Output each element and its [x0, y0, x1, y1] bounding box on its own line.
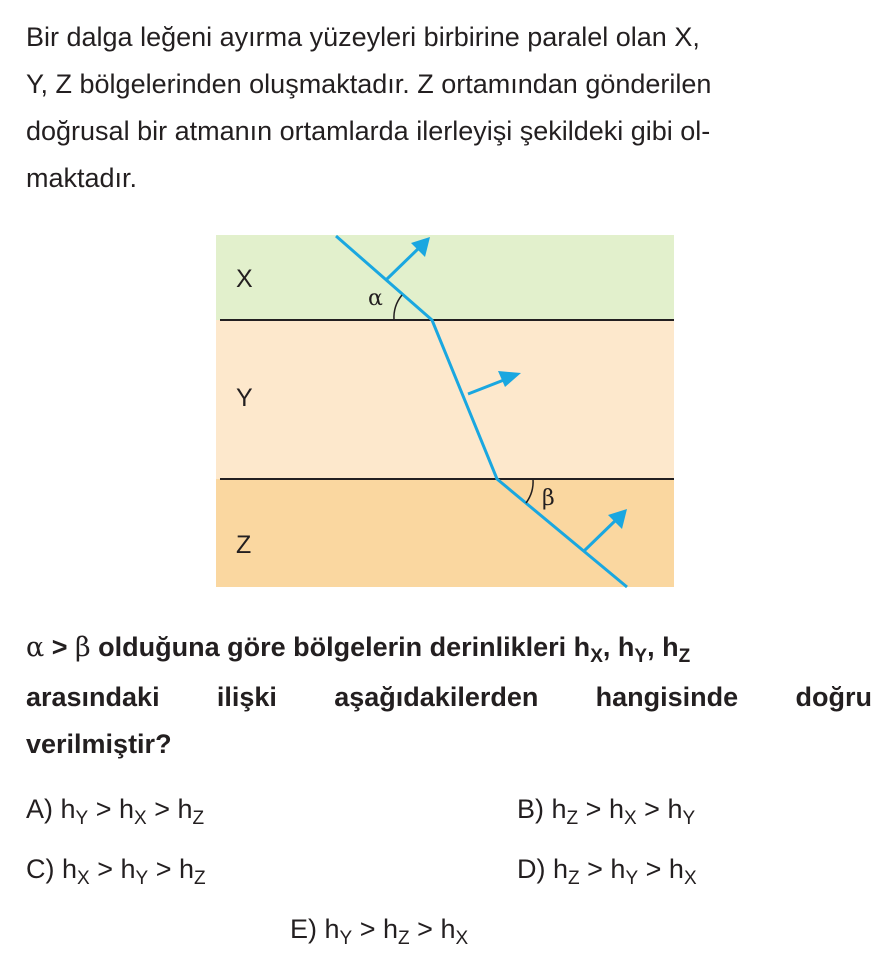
comparison-symbol: > [636, 794, 668, 824]
question-word: hangisinde [595, 682, 739, 712]
option-letter: C) [26, 854, 62, 884]
depth-symbol: h [551, 794, 567, 824]
depth-subscript: X [683, 868, 697, 889]
depth-subscript: X [134, 808, 147, 829]
comparison-symbol: > [352, 914, 384, 944]
intro-line: doğrusal bir atmanın ortamlarda ilerleyişi şekildeki gibi ol- [26, 116, 711, 146]
option-letter: D) [517, 854, 553, 884]
question-line-2 [26, 674, 872, 721]
subscript-z: Z [678, 646, 691, 667]
alpha-symbol: α [26, 632, 45, 663]
depth-symbol: h [60, 794, 76, 824]
depth-subscript: Y [75, 808, 89, 829]
option-a[interactable] [26, 793, 204, 829]
comparison-symbol: > [148, 854, 179, 884]
comma: , [602, 632, 618, 662]
depth-symbol: h [383, 914, 399, 944]
depth-symbol: h [324, 914, 340, 944]
option-letter: E) [290, 914, 325, 944]
depth-symbol: h [177, 794, 193, 824]
comma: , [647, 632, 663, 662]
depth-subscript: Y [135, 868, 149, 889]
option-letter: A) [26, 794, 61, 824]
question-word: aşağıdakilerden [334, 682, 539, 712]
depth-subscript: Y [339, 928, 353, 949]
depth-symbol: h [553, 854, 569, 884]
comparison-symbol: > [578, 794, 609, 824]
depth-symbol: h [120, 854, 136, 884]
subscript-x: X [590, 646, 603, 667]
h-letter: h [617, 632, 635, 662]
option-e[interactable] [290, 913, 468, 949]
question-text [26, 624, 872, 768]
h-letter: h [662, 632, 679, 662]
depth-symbol: h [179, 854, 195, 884]
option-c[interactable] [26, 853, 206, 889]
comparison-symbol: > [409, 914, 441, 944]
question-word: doğru [795, 682, 872, 712]
depth-subscript: Y [682, 808, 696, 829]
greater-than-text: > [44, 632, 76, 662]
region-x-area [216, 235, 674, 320]
comparison-symbol: > [638, 854, 669, 884]
intro-line: maktadır. [26, 163, 138, 193]
depth-symbol: h [610, 854, 626, 884]
option-letter: B) [517, 794, 552, 824]
beta-symbol: β [75, 632, 91, 663]
question-word: arasındaki [26, 682, 160, 712]
region-y-area [216, 320, 674, 479]
comparison-symbol: > [88, 794, 120, 824]
depth-subscript: Z [566, 808, 579, 829]
comparison-symbol: > [579, 854, 611, 884]
depth-subscript: Y [625, 868, 639, 889]
question-line-3: verilmiştir? [26, 729, 172, 759]
depth-symbol: h [608, 794, 624, 824]
intro-line: Y, Z bölgelerinden oluşmaktadır. Z ortamından gönderilen [26, 69, 712, 99]
question-word: ilişki [216, 682, 277, 712]
depth-subscript: Z [194, 868, 206, 889]
depth-subscript: X [623, 808, 637, 829]
question-line-1 [26, 624, 872, 674]
depth-symbol: h [62, 854, 78, 884]
depth-symbol: h [119, 794, 135, 824]
region-x-label: X [236, 265, 253, 293]
region-y-label: Y [236, 384, 253, 412]
comparison-symbol: > [146, 794, 178, 824]
question-line-1-text: olduğuna göre bölgelerin derinlikleri h [90, 632, 591, 662]
depth-subscript: Z [398, 928, 410, 949]
option-b[interactable] [517, 793, 695, 829]
intro-line: Bir dalga leğeni ayırma yüzeyleri birbirine paralel olan X, [26, 22, 700, 52]
depth-symbol: h [667, 794, 683, 824]
subscript-y: Y [634, 646, 648, 667]
depth-subscript: X [455, 928, 469, 949]
beta-angle-label: β [542, 486, 555, 511]
depth-subscript: Z [568, 868, 580, 889]
region-z-label: Z [236, 531, 252, 559]
comparison-symbol: > [89, 854, 121, 884]
depth-subscript: Z [192, 808, 205, 829]
depth-symbol: h [668, 854, 684, 884]
option-d[interactable] [517, 853, 697, 889]
depth-symbol: h [440, 914, 456, 944]
alpha-angle-label: α [368, 286, 383, 311]
depth-subscript: X [77, 868, 90, 889]
